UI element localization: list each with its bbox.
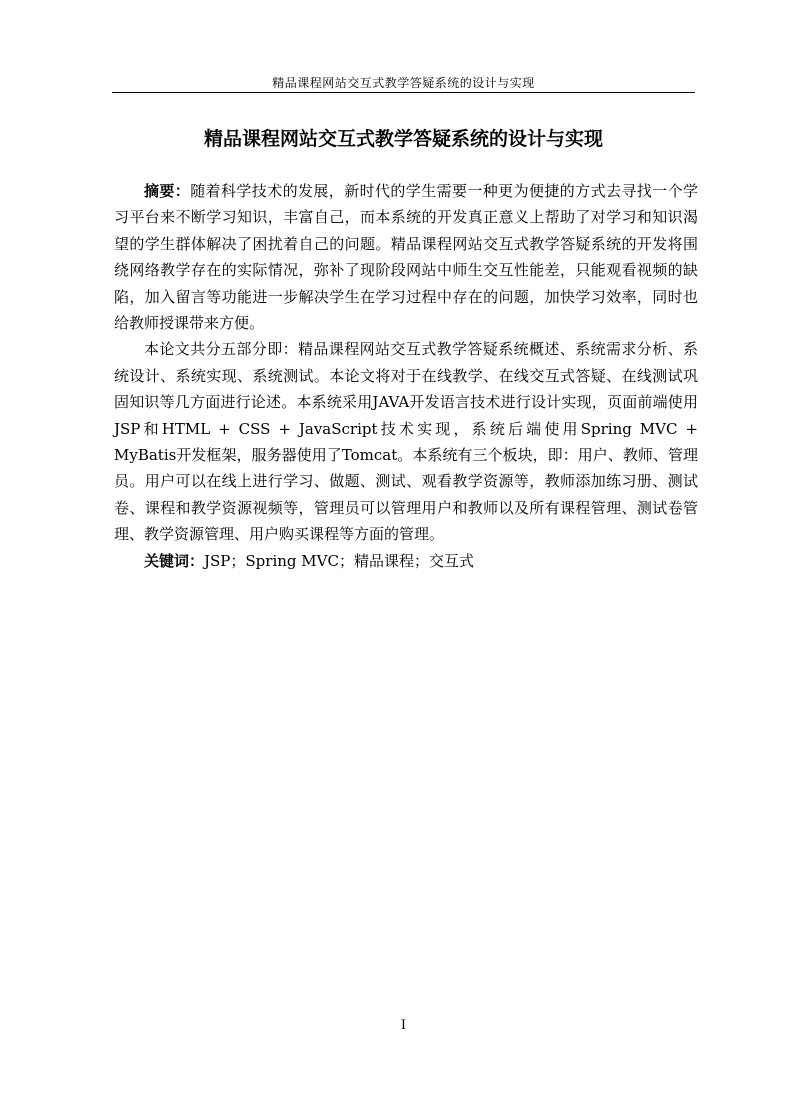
running-header: 精品课程网站交互式教学答疑系统的设计与实现 bbox=[272, 76, 535, 90]
abstract-section bbox=[114, 178, 698, 574]
abstract-label: 摘要： bbox=[144, 182, 191, 200]
page-number: I bbox=[400, 1018, 407, 1033]
paper-title: 精品课程网站交互式教学答疑系统的设计与实现 bbox=[203, 128, 603, 150]
abstract-paragraph bbox=[114, 178, 698, 336]
keywords-label: 关键词： bbox=[144, 551, 205, 570]
header-rule bbox=[112, 92, 695, 93]
structure-paragraph: 本论文共分五部分即：精品课程网站交互式教学答疑系统概述、系统需求分析、系统设计、系统实现、系统测试。本论文将对于在线教学、在线交互式答疑、在线测试巩固知识等几方面进行论述。本系统采用JAVA开发语言技术进行设计实现，页面前端使用JSP和HTML + CSS + JavaScript技术实现，系统后端使用Spring MVC + MyBatis开发框架，服务器使用了Tomcat。本系统有三个板块，即：用户、教师、管理员。用户可以在线上进行学习、做题、测试、观看教学资源等，教师添加练习册、测试卷、课程和教学资源视频等，管理员可以管理用户和教师以及所有课程管理、测试卷管理、教学资源管理、用户购买课程等方面的管理。 bbox=[114, 340, 698, 544]
abstract-text: 随着科学技术的发展，新时代的学生需要一种更为便捷的方式去寻找一个学习平台来不断学习知识，丰富自己，而本系统的开发真正意义上帮助了对学习和知识渴望的学生群体解决了困扰着自己的问题。精品课程网站交互式教学答疑系统的开发将围绕网络教学存在的实际情况，弥补了现阶段网站中师生交互性能差，只能观看视频的缺陷，加入留言等功能进一步解决学生在学习过程中存在的问题，加快学习效率，同时也给教师授课带来方便。 bbox=[114, 182, 698, 333]
keywords-text: JSP；Spring MVC；精品课程；交互式 bbox=[204, 551, 474, 570]
keywords-paragraph bbox=[114, 548, 698, 574]
